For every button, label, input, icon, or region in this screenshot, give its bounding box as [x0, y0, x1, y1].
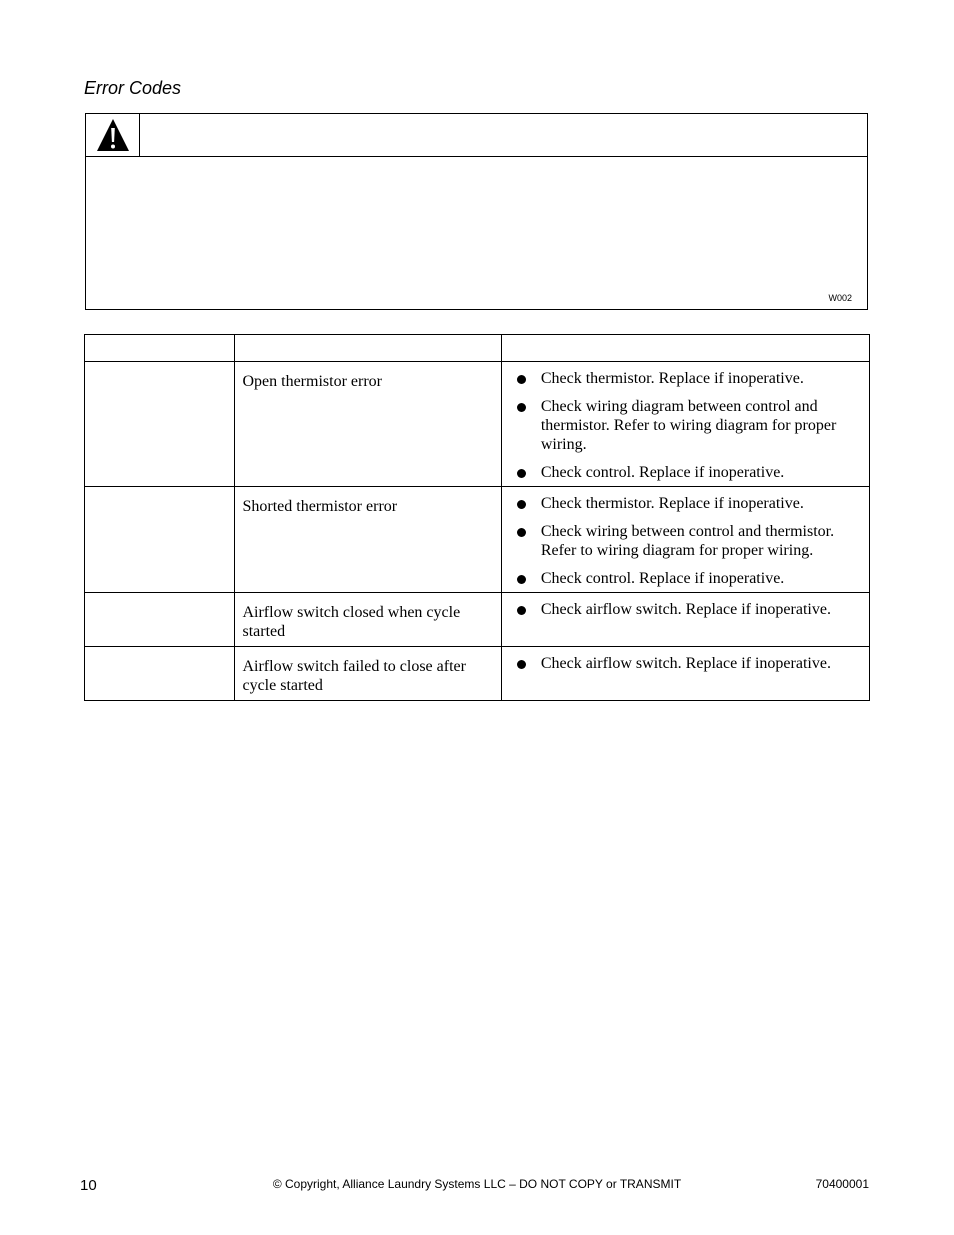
actions-cell	[501, 487, 869, 593]
header-cell-code	[85, 335, 235, 362]
table-row	[85, 362, 870, 487]
description-cell: Shorted thermistor error	[235, 487, 501, 593]
page-number: 10	[80, 1177, 97, 1194]
action-list	[502, 487, 869, 592]
warning-triangle-icon	[96, 118, 130, 152]
bullet-icon	[517, 469, 526, 478]
action-item	[502, 569, 861, 588]
warning-icon-cell	[86, 114, 140, 156]
bullet-icon	[517, 660, 526, 669]
action-text: Check airflow switch. Replace if inoperative.	[540, 601, 831, 618]
table-row	[85, 647, 870, 701]
action-text: Check wiring between control and thermistor. Refer to wiring diagram for proper wiring.	[540, 523, 835, 559]
action-item	[502, 600, 861, 619]
code-cell	[85, 487, 235, 593]
action-item	[502, 654, 861, 673]
warning-box	[85, 113, 868, 310]
section-title: Error Codes	[84, 78, 182, 98]
action-text: Check control. Replace if inoperative.	[540, 570, 785, 587]
code-cell	[85, 647, 235, 701]
bullet-icon	[517, 500, 526, 509]
code-cell	[85, 362, 235, 487]
error-codes-table	[84, 334, 870, 701]
description-cell: Open thermistor error	[235, 362, 501, 487]
table-header-row	[85, 335, 870, 362]
bullet-icon	[517, 375, 526, 384]
action-item	[502, 522, 861, 560]
action-text: Check control. Replace if inoperative.	[540, 464, 785, 481]
action-item	[502, 397, 861, 454]
bullet-icon	[517, 606, 526, 615]
bullet-icon	[517, 575, 526, 584]
actions-cell	[501, 647, 869, 701]
header-cell-description	[235, 335, 501, 362]
action-item	[502, 494, 861, 513]
action-list	[502, 362, 869, 486]
description-cell: Airflow switch failed to close after cycle started	[235, 647, 501, 701]
bullet-icon	[517, 528, 526, 537]
actions-cell	[501, 362, 869, 487]
table-row	[85, 593, 870, 647]
action-item	[502, 463, 861, 482]
action-list	[502, 593, 869, 623]
description-cell: Airflow switch closed when cycle started	[235, 593, 501, 647]
action-text: Check wiring diagram between control and thermistor. Refer to wiring diagram for proper wiring.	[540, 398, 837, 453]
header-cell-action	[501, 335, 869, 362]
document-number: 70400001	[815, 1177, 869, 1191]
action-text: Check thermistor. Replace if inoperative.	[540, 370, 804, 387]
warning-header	[86, 114, 867, 157]
action-text: Check airflow switch. Replace if inoperative.	[540, 655, 831, 672]
code-cell	[85, 593, 235, 647]
action-text: Check thermistor. Replace if inoperative.	[540, 495, 804, 512]
action-item	[502, 369, 861, 388]
actions-cell	[501, 593, 869, 647]
bullet-icon	[517, 403, 526, 412]
warning-code: W002	[828, 293, 852, 303]
table-row	[85, 487, 870, 593]
copyright-notice: © Copyright, Alliance Laundry Systems LLC – DO NOT COPY or TRANSMIT	[272, 1177, 682, 1191]
action-list	[502, 647, 869, 677]
